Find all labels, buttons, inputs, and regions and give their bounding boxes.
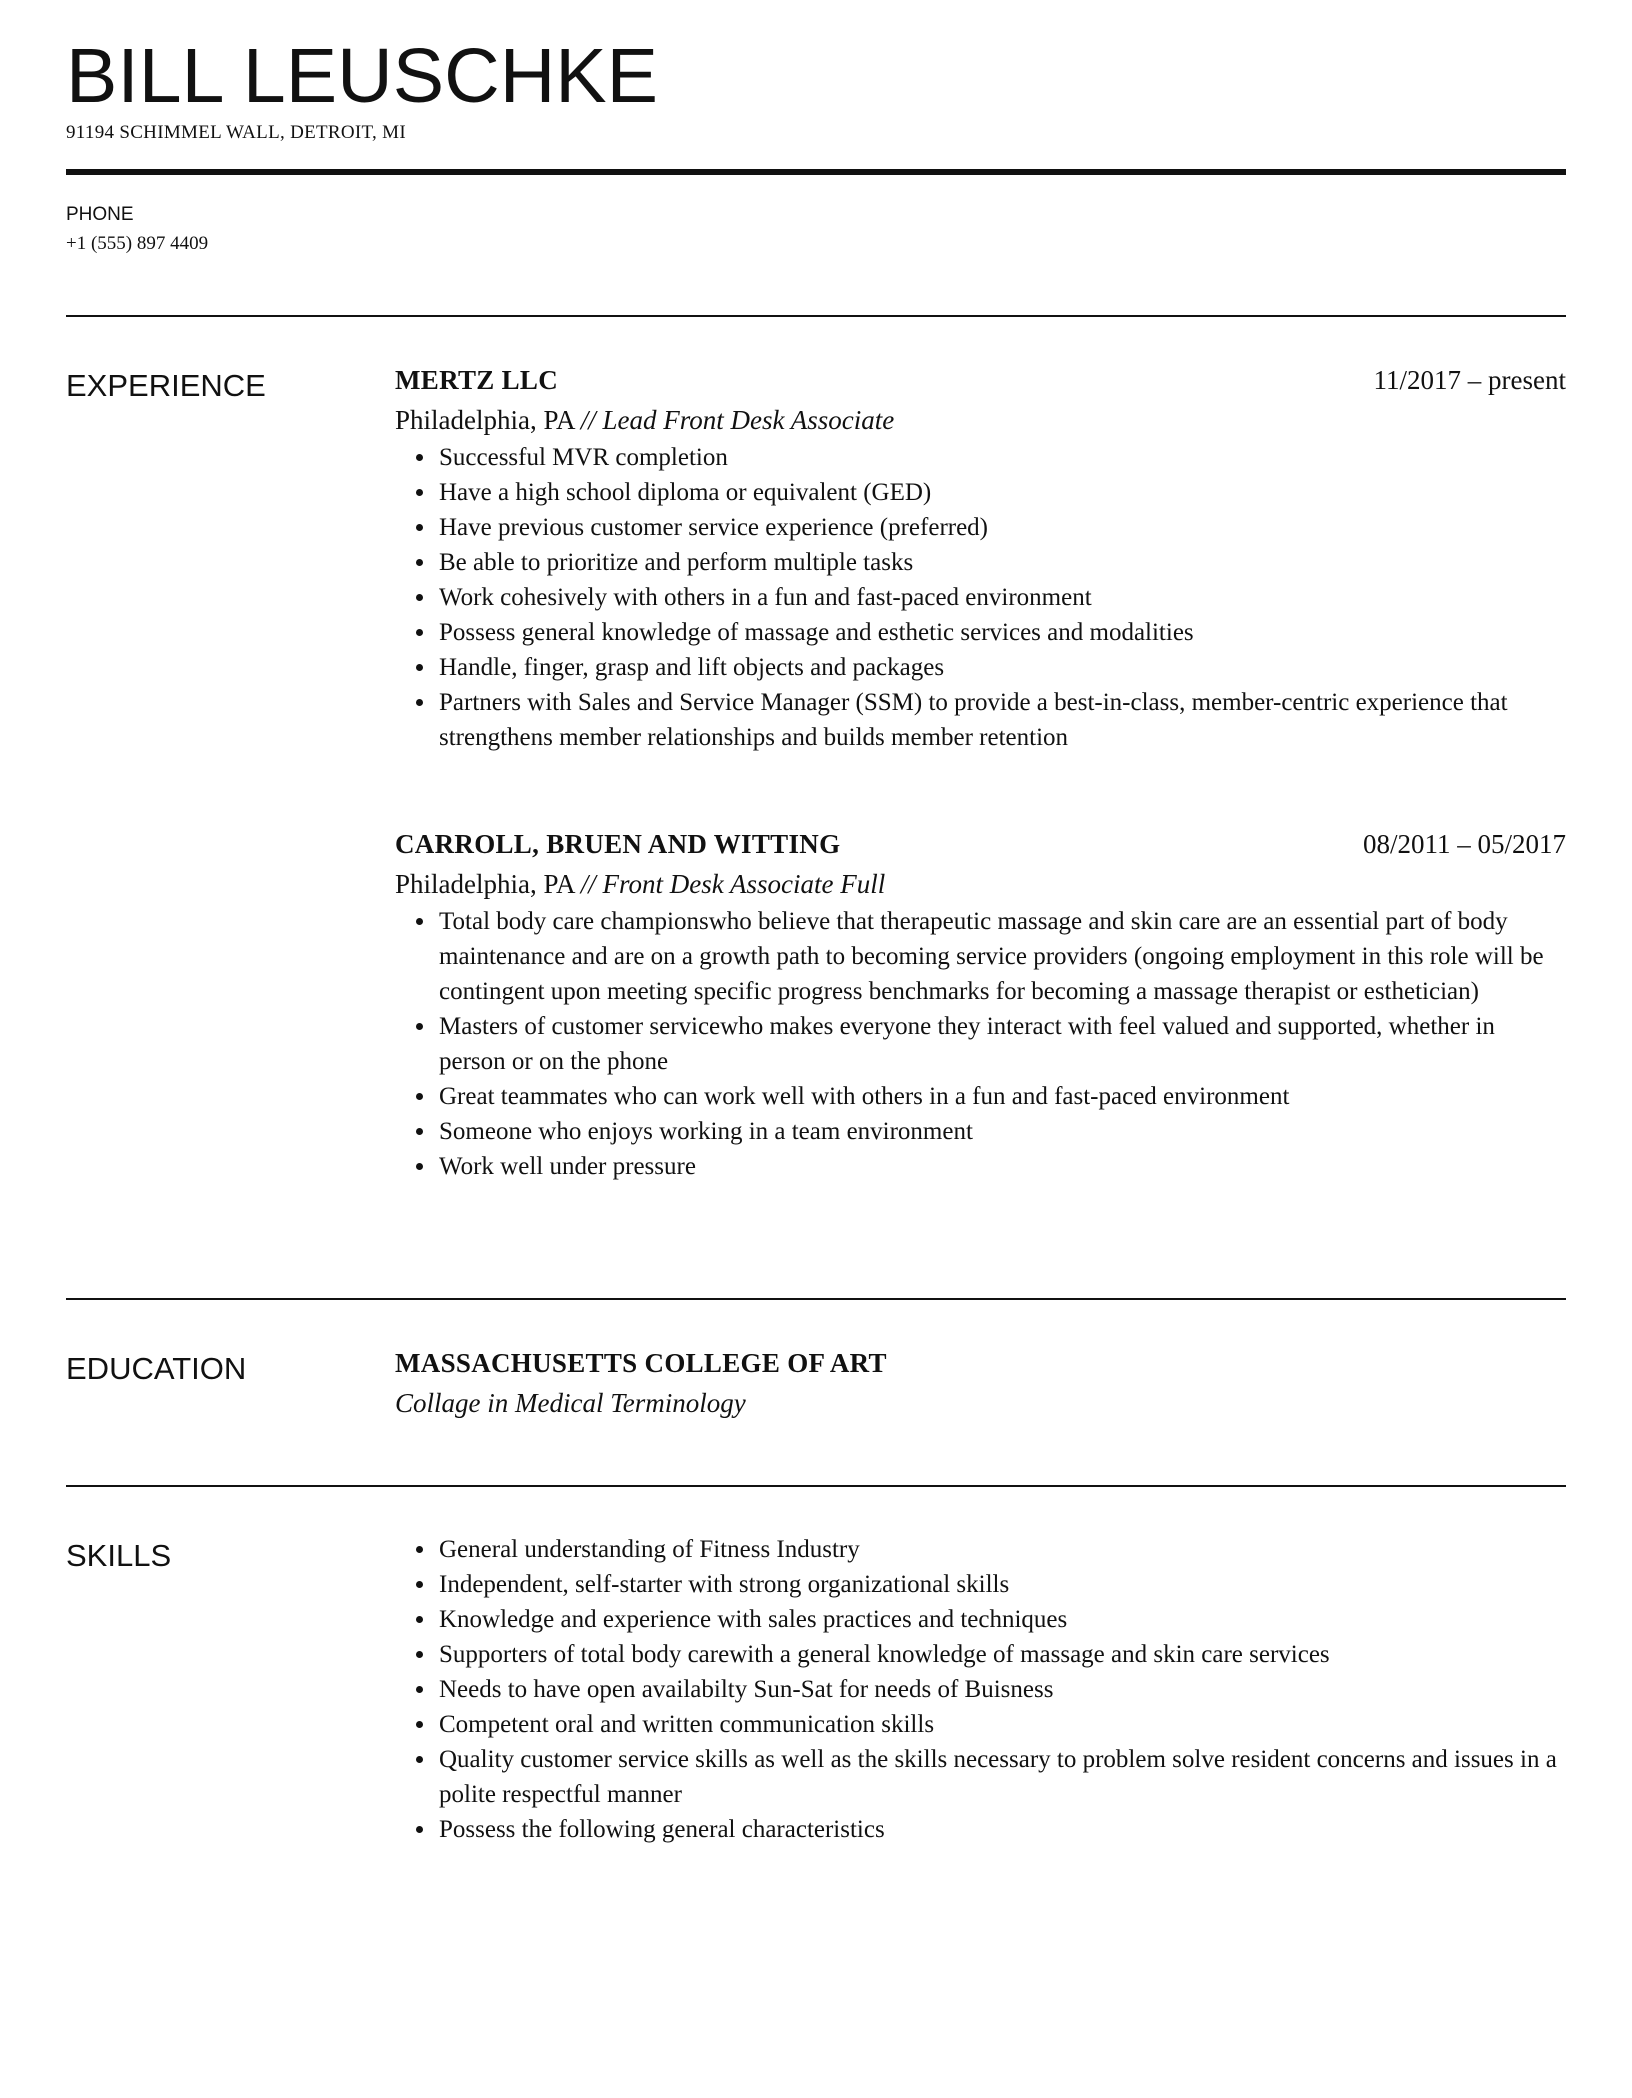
job-dates: 08/2011 – 05/2017: [1362, 829, 1566, 859]
experience-title: EXPERIENCE: [66, 368, 266, 403]
job-subline: [395, 867, 1566, 902]
job-dates: 11/2017 – present: [1373, 365, 1566, 395]
list-item: • Needs to have open availabilty Sun-Sat for needs of Buisness: [437, 1672, 1566, 1707]
school-name: MASSACHUSETTS COLLEGE OF ART: [395, 1348, 887, 1378]
list-item: • Knowledge and experience with sales practices and techniques: [437, 1602, 1566, 1637]
list-item: • Possess the following general characteristics: [437, 1812, 1566, 1847]
company-name: CARROLL, BRUEN AND WITTING: [395, 829, 841, 859]
list-item: • Be able to prioritize and perform multiple tasks: [437, 545, 1566, 580]
list-item: • Supporters of total body carewith a general knowledge of massage and skin care services: [437, 1637, 1566, 1672]
list-item: • Successful MVR completion: [437, 440, 1566, 475]
section-divider: [66, 1485, 1566, 1487]
job-role: // Lead Front Desk Associate: [580, 405, 895, 435]
job-bullets: [395, 904, 1566, 1184]
list-item: • Great teammates who can work well with others in a fun and fast-paced environment: [437, 1079, 1566, 1114]
job-subline: [395, 403, 1566, 438]
phone-label: PHONE: [66, 204, 134, 225]
section-divider: [66, 1298, 1566, 1300]
list-item: • Competent oral and written communication skills: [437, 1707, 1566, 1742]
address: 91194 SCHIMMEL WALL, DETROIT, MI: [66, 122, 406, 143]
phone-number: +1 (555) 897 4409: [66, 233, 209, 254]
education-title: EDUCATION: [66, 1351, 247, 1386]
list-item: • Total body care championswho believe that therapeutic massage and skin care are an essential part of body maintenance and are on a growth path to becoming service providers (ongoing employment in this role will be contingent upon meeting specific progress benchmarks for becoming a massage therapist or esthetician): [437, 904, 1566, 1009]
skills-list: [395, 1532, 1566, 1847]
list-item: • Independent, self-starter with strong organizational skills: [437, 1567, 1566, 1602]
job-entry: [395, 363, 1566, 755]
list-item: • General understanding of Fitness Industry: [437, 1532, 1566, 1567]
company-name: MERTZ LLC: [395, 365, 559, 395]
list-item: • Handle, finger, grasp and lift objects and packages: [437, 650, 1566, 685]
candidate-name: BILL LEUSCHKE: [66, 33, 659, 119]
header-divider: [66, 169, 1566, 175]
list-item: • Possess general knowledge of massage and esthetic services and modalities: [437, 615, 1566, 650]
list-item: • Have a high school diploma or equivalent (GED): [437, 475, 1566, 510]
list-item: • Work well under pressure: [437, 1149, 1566, 1184]
skills-title: SKILLS: [66, 1538, 172, 1573]
skills-list-container: [395, 1532, 1566, 1847]
job-role: // Front Desk Associate Full: [580, 869, 886, 899]
list-item: • Partners with Sales and Service Manager (SSM) to provide a best-in-class, member-centric experience that strengthens member relationships and builds member retention: [437, 685, 1566, 755]
list-item: • Masters of customer servicewho makes everyone they interact with feel valued and supported, whether in person or on the phone: [437, 1009, 1566, 1079]
job-location: Philadelphia, PA: [395, 869, 575, 899]
list-item: • Have previous customer service experience (preferred): [437, 510, 1566, 545]
list-item: • Quality customer service skills as well as the skills necessary to problem solve resident concerns and issues in a polite respectful manner: [437, 1742, 1566, 1812]
job-location: Philadelphia, PA: [395, 405, 575, 435]
education-entry: [395, 1346, 1566, 1421]
section-divider: [66, 315, 1566, 317]
list-item: • Work cohesively with others in a fun and fast-paced environment: [437, 580, 1566, 615]
list-item: • Someone who enjoys working in a team environment: [437, 1114, 1566, 1149]
job-bullets: [395, 440, 1566, 755]
degree: Collage in Medical Terminology: [395, 1388, 746, 1418]
job-entry: [395, 827, 1566, 1184]
